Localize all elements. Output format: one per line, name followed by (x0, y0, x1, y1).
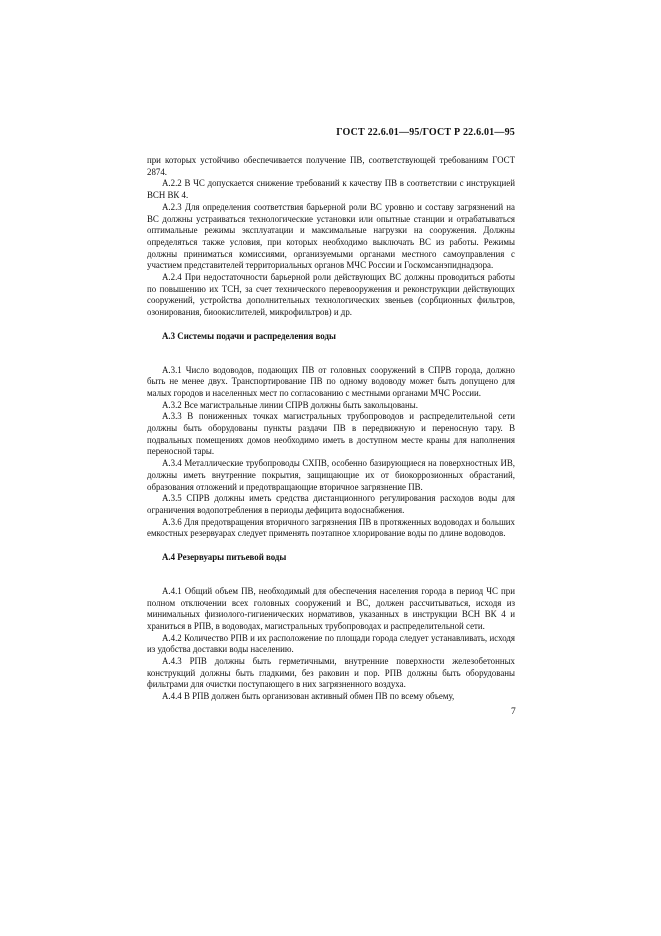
section-a4 (147, 586, 515, 703)
paragraph-a3-6: А.3.6 Для предотвращения вторичного загрязнения ПВ в протяженных водоводах и больших емкостных резервуарах следует применять поэтапное хлорирование воды по длине водоводов. (147, 516, 515, 539)
paragraph-a3-4: А.3.4 Металлические трубопроводы СХПВ, особенно базирующиеся на поверхностных ИВ, должны иметь внутренние покрытия, защищающие их от биокоррозионных обрастаний, образования отложений и предотвращающие вторичное загрязнение ПВ. (147, 458, 515, 492)
page-number: 7 (511, 707, 516, 717)
paragraph-a4-2: А.4.2 Количество РПВ и их расположение по площади города следует устанавливать, исходя из удобства доставки воды населению. (147, 632, 515, 655)
paragraph-a2-4: А.2.4 При недостаточности барьерной роли действующих ВС должны проводиться работы по повышению их ТСН, за счет технического перевооружения и реконструкции действующих сооружений, устройства дополнительных технологических звеньев (сорбционных фильтров, озонирования, биоокислителей, микрофильтров) и др. (147, 272, 515, 318)
paragraph-a2-3: А.2.3 Для определения соответствия барьерной роли ВС уровню и составу загрязнений на ВС должны устраиваться технологические установки или опытные станции и отрабатываться оптимальные режимы эксплуатации и максимальные нагрузки на сооружения. Должны определяться также условия, при которых необходимо выключать ВС из работы. Режимы должны приниматься комиссиями, организуемыми органами местного самоуправления с участием представителей территориальных органов МЧС России и Госкомсанэпиднадзора. (147, 201, 515, 271)
section-a2-continuation (147, 155, 515, 319)
paragraph-a3-1: А.3.1 Число водоводов, подающих ПВ от головных сооружений в СПРВ города, должно быть не менее двух. Транспортирование ПВ по одному водоводу может быть допущено для малых городов и населенных мест по согласованию с местными органами МЧС России. (147, 364, 515, 398)
paragraph-a4-1: А.4.1 Общий объем ПВ, необходимый для обеспечения населения города в период ЧС при полном отключении всех головных сооружений и ВС, должен рассчитываться, исходя из минимальных физиолого-гигиенических нормативов, указанных в инструкции ВСН ВК 4 и храниться в РПВ, в водоводах, магистральных трубопроводах и распределительной сети. (147, 585, 515, 631)
paragraph-a2-2: А.2.2 В ЧС допускается снижение требований к качеству ПВ в соответствии с инструкцией ВСН ВК 4. (147, 178, 515, 201)
paragraph-a4-4: А.4.4 В РПВ должен быть организован активный обмен ПВ по всему объему, (162, 691, 455, 702)
section-heading-a3: А.3 Системы подачи и распределения воды (162, 330, 336, 341)
paragraph-a3-5: А.3.5 СПРВ должны иметь средства дистанционного регулирования расходов воды для ограничения водопотребления в периоды дефицита водоснабжения. (147, 493, 515, 515)
paragraph-a3-2: А.3.2 Все магистральные линии СПРВ должны быть закольцованы. (162, 399, 418, 410)
document-header: ГОСТ 22.6.01—95/ГОСТ Р 22.6.01—95 (336, 127, 515, 138)
section-heading-a4: А.4 Резервуары питьевой воды (162, 552, 287, 563)
paragraph-a3-3: А.3.3 В пониженных точках магистральных трубопроводов и распределительной сети должны быть оборудованы пункты раздачи ПВ в передвижную и переносную тару. В подвальных помещениях домов необходимо иметь в доступном месте краны для наполнения переносной тары. (147, 411, 515, 457)
section-a3 (147, 365, 515, 541)
paragraph-a4-3: А.4.3 РПВ должны быть герметичными, внутренние поверхности железобетонных конструкций должны быть гладкими, без раковин и пор. РПВ должны быть оборудованы фильтрами для очистки поступающего в них загрязненного воздуха. (147, 656, 515, 690)
paragraph: при которых устойчиво обеспечивается получение ПВ, соответствующей требованиям ГОСТ 2874. (147, 155, 515, 177)
document-body (147, 155, 515, 703)
